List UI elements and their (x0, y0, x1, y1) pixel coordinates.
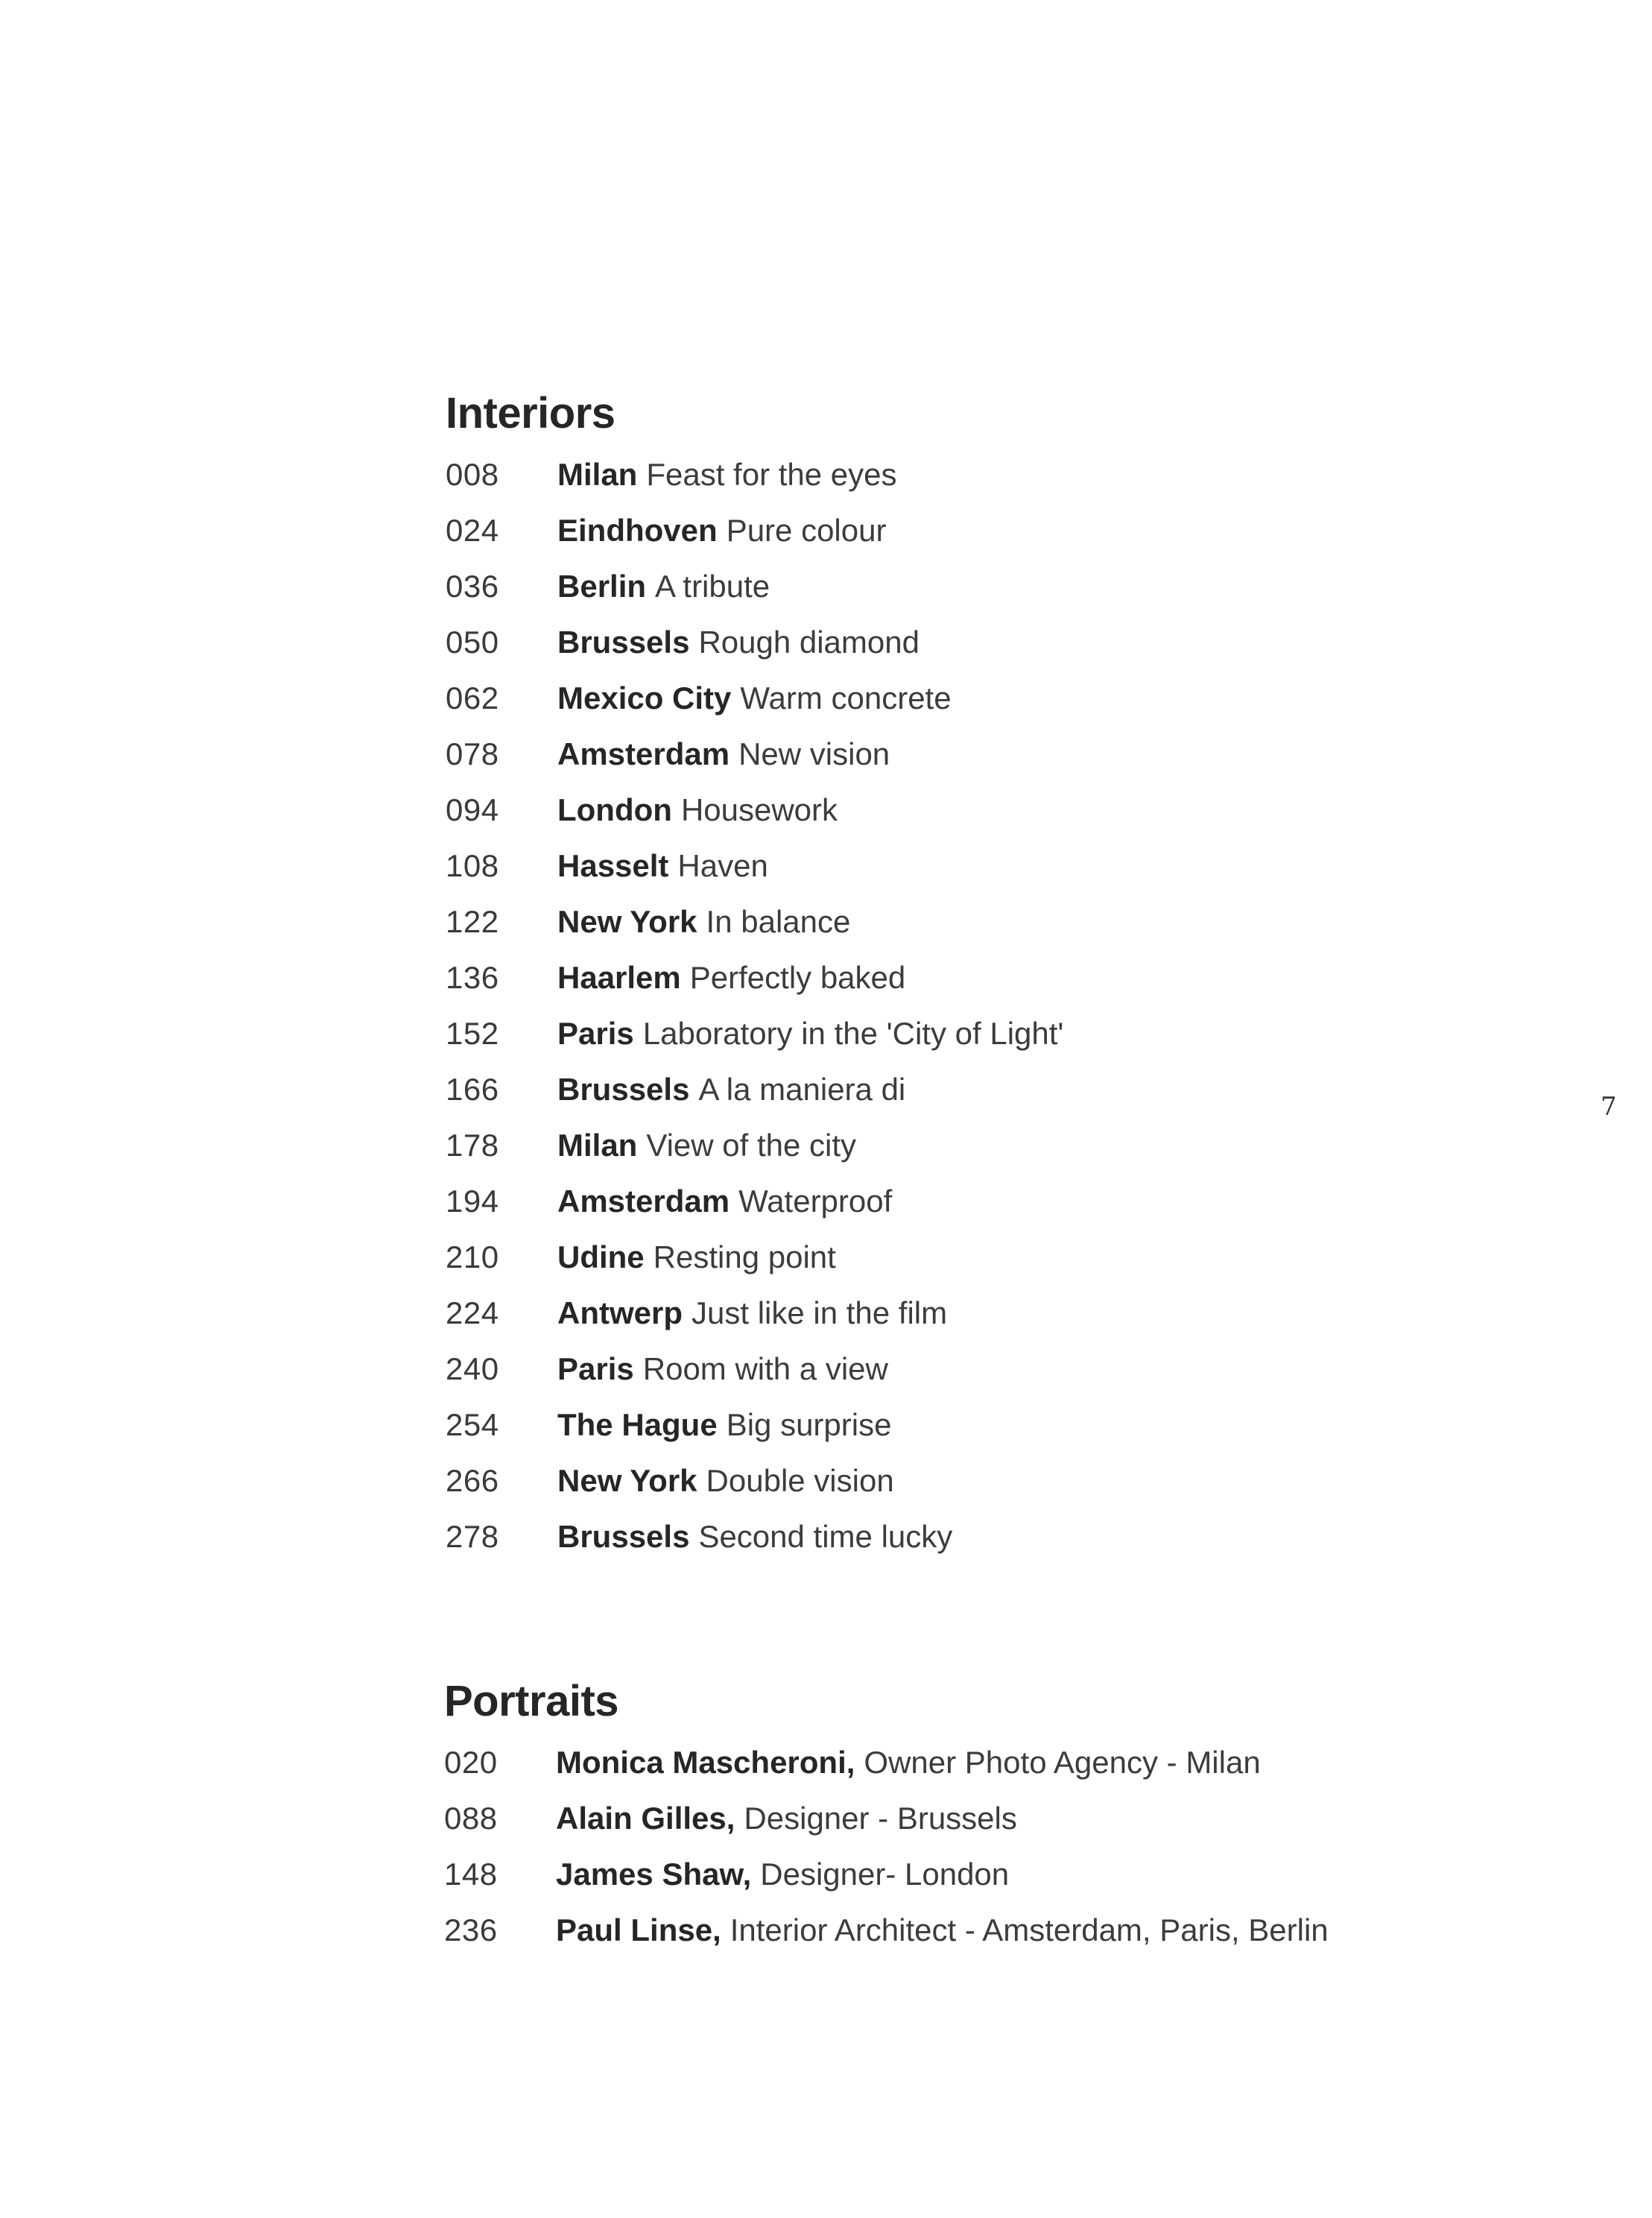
interiors-heading: Interiors (446, 389, 615, 437)
city-name: Haarlem (557, 960, 681, 995)
city-name: Udine (557, 1239, 645, 1274)
person-role: Interior Architect - Amsterdam, Paris, Berlin (730, 1912, 1329, 1947)
city-name: London (557, 792, 672, 827)
toc-entry[interactable] (446, 1005, 1063, 1061)
interiors-section (446, 384, 1063, 1564)
page-number: 024 (446, 513, 499, 548)
page-number: 166 (446, 1072, 499, 1107)
portraits-section (444, 1672, 1329, 1958)
page-number: 062 (446, 680, 499, 715)
page-number: 266 (446, 1463, 499, 1498)
page-number: 136 (446, 960, 499, 995)
toc-entry[interactable] (446, 950, 1063, 1005)
page-number: 240 (446, 1351, 499, 1386)
page-number: 020 (444, 1745, 498, 1780)
page-number: 152 (446, 1016, 499, 1051)
toc-entry[interactable] (446, 1285, 1063, 1341)
city-name: Antwerp (557, 1295, 683, 1330)
toc-entry[interactable] (444, 1902, 1329, 1958)
page-number: 108 (446, 848, 499, 883)
toc-entry[interactable] (446, 1453, 1063, 1508)
page-number: 094 (446, 792, 499, 827)
toc-entry[interactable] (446, 894, 1063, 950)
entry-subtitle: Double vision (706, 1463, 894, 1498)
page-folio: 7 (1601, 1092, 1617, 1122)
page-number: 254 (446, 1407, 499, 1442)
city-name: Berlin (557, 569, 647, 604)
entry-subtitle: A tribute (655, 569, 770, 604)
person-name: James Shaw, (556, 1857, 752, 1892)
page-number: 148 (444, 1857, 498, 1892)
toc-entry[interactable] (446, 670, 1063, 726)
entry-subtitle: Waterproof (738, 1184, 893, 1219)
entry-subtitle: Rough diamond (698, 625, 920, 660)
entry-subtitle: Feast for the eyes (646, 457, 897, 492)
entry-subtitle: Haven (677, 848, 768, 883)
city-name: Eindhoven (557, 513, 718, 548)
toc-entry[interactable] (446, 1117, 1063, 1173)
toc-entry[interactable] (446, 1341, 1063, 1397)
person-name: Paul Linse, (556, 1912, 721, 1947)
page-number: 036 (446, 569, 499, 604)
portraits-list (444, 1734, 1329, 1958)
city-name: Mexico City (557, 680, 732, 715)
entry-subtitle: Room with a view (642, 1351, 888, 1386)
portraits-heading: Portraits (444, 1677, 619, 1725)
city-name: Hasselt (557, 848, 669, 883)
toc-entry[interactable] (446, 838, 1063, 894)
toc-entry[interactable] (446, 1397, 1063, 1453)
entry-subtitle: In balance (706, 904, 851, 939)
entry-subtitle: A la maniera di (698, 1072, 906, 1107)
interiors-list (446, 446, 1063, 1564)
entry-subtitle: Housework (680, 792, 838, 827)
toc-entry[interactable] (444, 1790, 1329, 1846)
entry-subtitle: Resting point (653, 1239, 836, 1274)
person-role: Designer - Brussels (744, 1801, 1017, 1836)
city-name: Amsterdam (557, 736, 730, 771)
city-name: Paris (557, 1351, 634, 1386)
entry-subtitle: Laboratory in the 'City of Light' (642, 1016, 1064, 1051)
person-name: Monica Mascheroni, (556, 1745, 855, 1780)
entry-subtitle: New vision (738, 736, 890, 771)
toc-entry[interactable] (446, 614, 1063, 670)
toc-entry[interactable] (444, 1734, 1329, 1790)
entry-subtitle: Just like in the film (692, 1295, 948, 1330)
page-number: 194 (446, 1184, 499, 1219)
entry-subtitle: Big surprise (726, 1407, 892, 1442)
page-number: 224 (446, 1295, 499, 1330)
city-name: New York (557, 1463, 697, 1498)
entry-subtitle: Second time lucky (698, 1519, 953, 1554)
entry-subtitle: Warm concrete (740, 680, 952, 715)
city-name: New York (557, 904, 697, 939)
page-number: 008 (446, 457, 499, 492)
page-number: 278 (446, 1519, 499, 1554)
entry-subtitle: Perfectly baked (689, 960, 906, 995)
page-number: 122 (446, 904, 499, 939)
page-number: 210 (446, 1239, 499, 1274)
toc-entry[interactable] (444, 1846, 1329, 1902)
toc-entry[interactable] (446, 726, 1063, 782)
city-name: The Hague (557, 1407, 718, 1442)
entry-subtitle: View of the city (646, 1128, 857, 1163)
toc-entry[interactable] (446, 1173, 1063, 1229)
toc-entry[interactable] (446, 502, 1063, 558)
page-number: 088 (444, 1801, 498, 1836)
person-role: Owner Photo Agency - Milan (864, 1745, 1261, 1780)
toc-entry[interactable] (446, 1061, 1063, 1117)
page-number: 078 (446, 736, 499, 771)
city-name: Brussels (557, 1072, 690, 1107)
city-name: Brussels (557, 1519, 690, 1554)
page-number: 178 (446, 1128, 499, 1163)
page-number: 236 (444, 1912, 498, 1947)
person-name: Alain Gilles, (556, 1801, 735, 1836)
city-name: Amsterdam (557, 1184, 730, 1219)
toc-entry[interactable] (446, 1508, 1063, 1564)
city-name: Milan (557, 457, 638, 492)
toc-entry[interactable] (446, 558, 1063, 614)
toc-entry[interactable] (446, 1229, 1063, 1285)
page-number: 050 (446, 625, 499, 660)
person-role: Designer- London (760, 1857, 1010, 1892)
city-name: Brussels (557, 625, 690, 660)
toc-entry[interactable] (446, 782, 1063, 838)
city-name: Milan (557, 1128, 638, 1163)
city-name: Paris (557, 1016, 634, 1051)
toc-entry[interactable] (446, 446, 1063, 502)
entry-subtitle: Pure colour (726, 513, 887, 548)
